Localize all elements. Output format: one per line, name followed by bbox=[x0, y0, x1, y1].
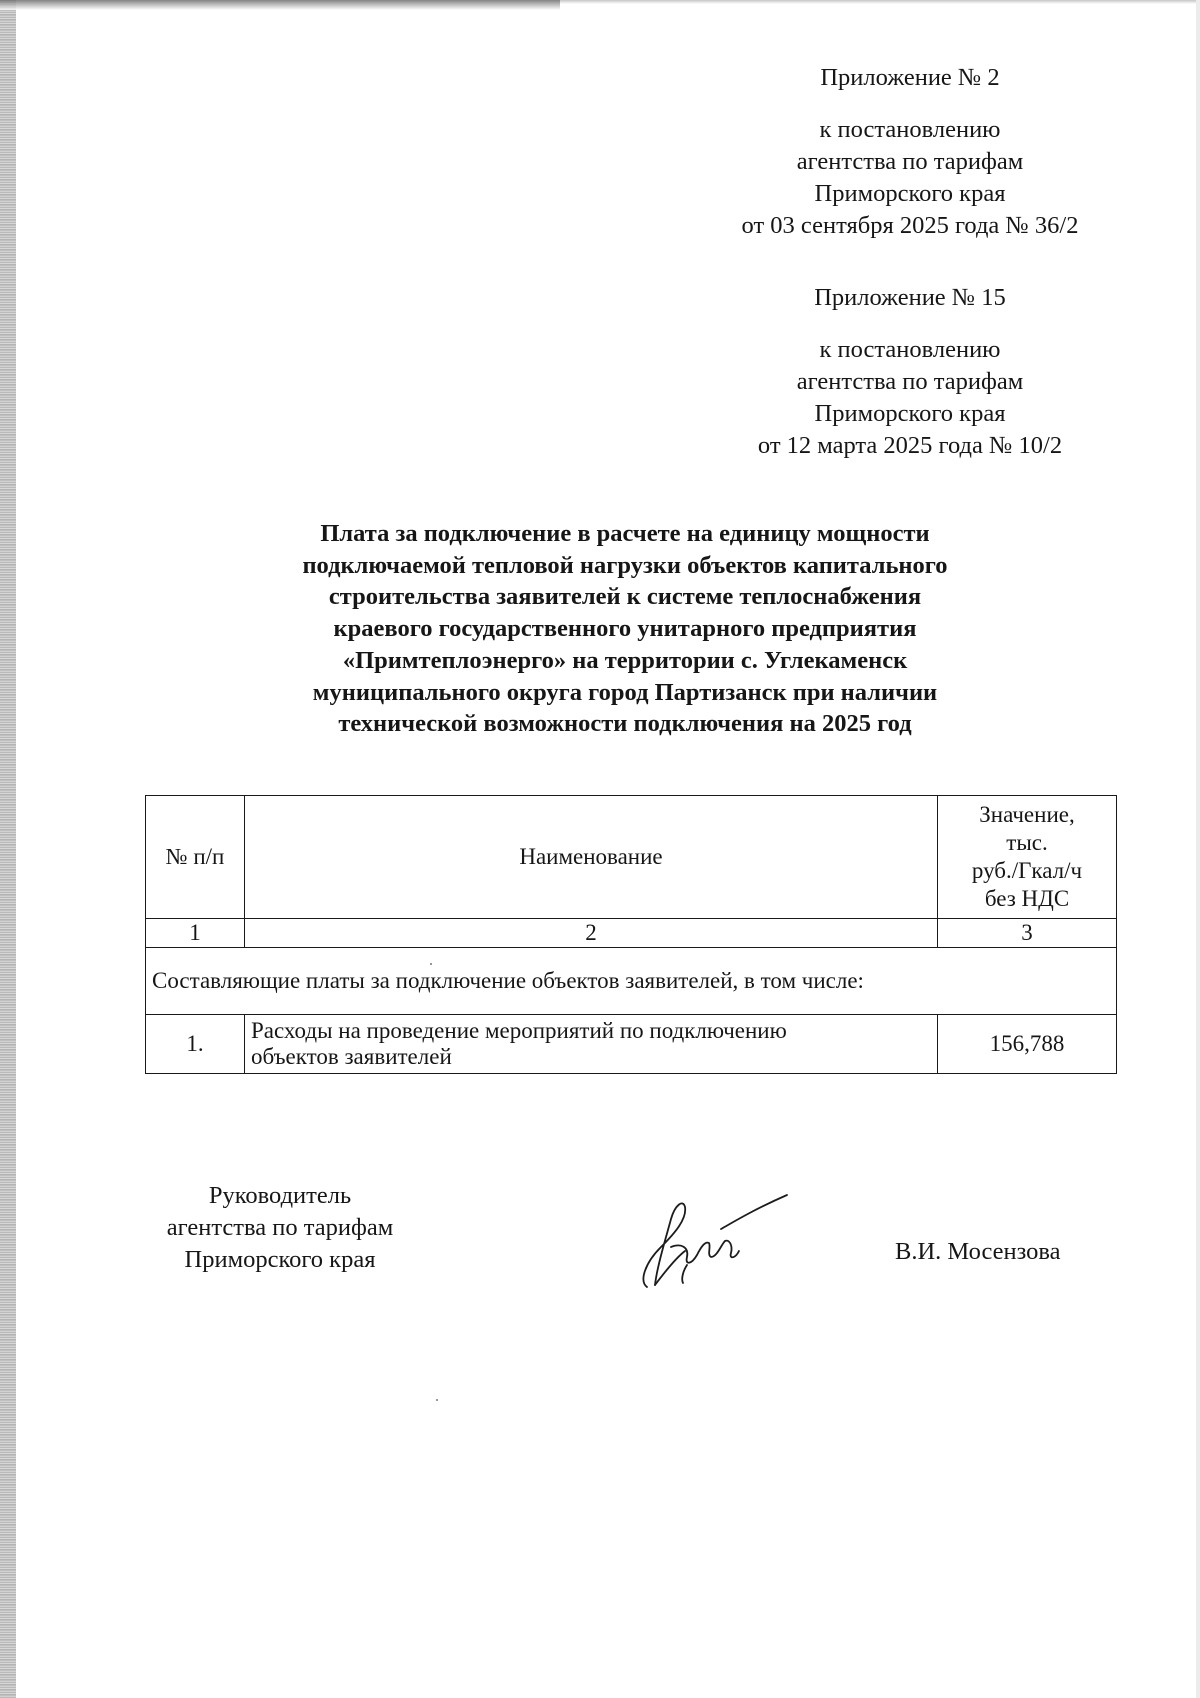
header-value-line: без НДС bbox=[984, 886, 1070, 911]
signer-name: В.И. Мосензова bbox=[895, 1238, 1061, 1265]
row-number: 1. bbox=[146, 1015, 245, 1074]
handwritten-signature bbox=[625, 1185, 825, 1295]
scan-edge-top-right bbox=[560, 0, 1200, 4]
scan-edge-right bbox=[1196, 0, 1200, 1698]
title-line: строительства заявителей к системе теплоснабжения bbox=[328, 583, 922, 611]
index-cell: 3 bbox=[938, 919, 1117, 948]
row-name bbox=[245, 1015, 938, 1074]
header-value-line: руб./Гкал/ч bbox=[971, 858, 1083, 883]
table-index-row bbox=[146, 919, 1117, 948]
title-line: технической возможности подключения на 2025 год bbox=[338, 710, 912, 738]
appendix-line: Приморского края bbox=[814, 180, 1006, 207]
appendix-block-current bbox=[700, 62, 1120, 242]
row-name-line: объектов заявителей bbox=[251, 1044, 452, 1069]
signer-position bbox=[140, 1180, 420, 1276]
appendix-line: агентства по тарифам bbox=[796, 148, 1024, 175]
title-line: краевого государственного унитарного предприятия bbox=[333, 615, 917, 643]
header-value-line: тыс. bbox=[1006, 830, 1048, 855]
row-name-line: Расходы на проведение мероприятий по подключению bbox=[251, 1018, 787, 1043]
appendix-line: к постановлению bbox=[819, 116, 1001, 143]
row-value: 156,788 bbox=[938, 1015, 1117, 1074]
title-line: Плата за подключение в расчете на единицу мощности bbox=[320, 520, 930, 547]
appendix-line: агентства по тарифам bbox=[796, 368, 1024, 395]
appendix-line: Приморского края bbox=[814, 400, 1006, 427]
header-cell-value bbox=[938, 796, 1117, 919]
appendix-line: к постановлению bbox=[819, 336, 1001, 363]
scan-speck bbox=[430, 963, 432, 965]
appendix-date-line: от 12 марта 2025 года № 10/2 bbox=[757, 432, 1063, 459]
header-cell-name: Наименование bbox=[245, 796, 938, 919]
tariff-table bbox=[145, 795, 1117, 1074]
table-row bbox=[146, 1015, 1117, 1074]
signer-position-line: Приморского края bbox=[184, 1246, 376, 1273]
index-cell: 1 bbox=[146, 919, 245, 948]
title-line: подключаемой тепловой нагрузки объектов капитального bbox=[302, 551, 948, 579]
appendix-block-original bbox=[700, 282, 1120, 462]
header-value-line: Значение, bbox=[979, 802, 1075, 827]
scan-speck bbox=[436, 1399, 438, 1401]
section-label: Составляющие платы за подключение объектов заявителей, в том числе: bbox=[146, 948, 1117, 1015]
document-title bbox=[180, 518, 1070, 740]
scan-edge-top bbox=[0, 0, 560, 10]
table-section-row bbox=[146, 948, 1117, 1015]
appendix-heading: Приложение № 2 bbox=[820, 64, 1000, 91]
index-cell: 2 bbox=[245, 919, 938, 948]
signer-position-line: Руководитель bbox=[208, 1182, 352, 1209]
table-header-row bbox=[146, 796, 1117, 919]
signer-position-line: агентства по тарифам bbox=[166, 1214, 394, 1241]
header-cell-number: № п/п bbox=[146, 796, 245, 919]
scan-edge-left bbox=[0, 0, 16, 1698]
title-line: «Примтеплоэнерго» на территории с. Углекаменск bbox=[342, 646, 908, 674]
appendix-heading: Приложение № 15 bbox=[814, 284, 1006, 311]
appendix-date-line: от 03 сентября 2025 года № 36/2 bbox=[741, 212, 1079, 239]
title-line: муниципального округа город Партизанск при наличии bbox=[312, 678, 938, 706]
